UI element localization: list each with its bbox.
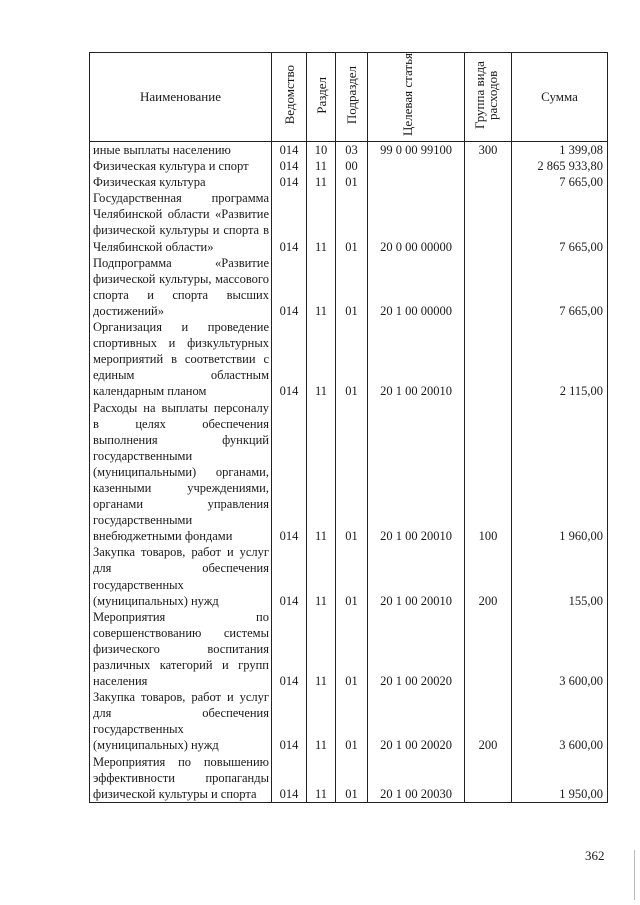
cell-sum: 155,00 [512, 544, 608, 608]
table-row [90, 609, 608, 689]
cell-sub: 01 [336, 400, 368, 545]
cell-sub: 01 [336, 174, 368, 190]
cell-name: Организация и проведение спортивных и физкультурных мероприятий в соответствии с единым областным календарным планом [90, 319, 272, 399]
table-row [90, 400, 608, 545]
table-header-row [90, 53, 608, 142]
table-row [90, 689, 608, 753]
cell-group: 200 [465, 544, 512, 608]
table-row [90, 142, 608, 159]
table-row [90, 544, 608, 608]
cell-target: 20 1 00 20020 [368, 609, 465, 689]
cell-target: 20 1 00 00000 [368, 255, 465, 319]
header-section: Раздел [307, 53, 336, 142]
cell-group [465, 158, 512, 174]
cell-dept: 014 [272, 142, 307, 159]
cell-sec: 11 [307, 158, 336, 174]
cell-dept: 014 [272, 255, 307, 319]
cell-target: 20 0 00 00000 [368, 190, 465, 254]
cell-sec: 11 [307, 255, 336, 319]
cell-sub: 01 [336, 689, 368, 753]
cell-dept: 014 [272, 319, 307, 399]
cell-dept: 014 [272, 400, 307, 545]
budget-table [89, 52, 608, 803]
cell-target: 20 1 00 20030 [368, 754, 465, 803]
cell-group [465, 174, 512, 190]
header-name: Наименование [90, 53, 272, 142]
cell-sec: 10 [307, 142, 336, 159]
cell-name: Закупка товаров, работ и услуг для обеспечения государственных (муниципальных) нужд [90, 689, 272, 753]
cell-dept: 014 [272, 689, 307, 753]
table-row [90, 174, 608, 190]
cell-sum: 1 960,00 [512, 400, 608, 545]
cell-sum: 7 665,00 [512, 255, 608, 319]
cell-sum: 2 865 933,80 [512, 158, 608, 174]
header-sum: Сумма [512, 53, 608, 142]
cell-name: Государственная программа Челябинской области «Развитие физической культуры и спорта в Челябинской области» [90, 190, 272, 254]
cell-sec: 11 [307, 544, 336, 608]
cell-sum: 7 665,00 [512, 174, 608, 190]
cell-name: иные выплаты населению [90, 142, 272, 159]
cell-sub: 01 [336, 190, 368, 254]
cell-sec: 11 [307, 190, 336, 254]
cell-sec: 11 [307, 174, 336, 190]
header-target: Целевая статья [368, 53, 465, 142]
page-number: 362 [585, 848, 605, 863]
cell-sum: 3 600,00 [512, 689, 608, 753]
cell-group [465, 754, 512, 803]
cell-sum: 1 399,08 [512, 142, 608, 159]
cell-group: 200 [465, 689, 512, 753]
cell-dept: 014 [272, 544, 307, 608]
cell-name: Подпрограмма «Развитие физической культуры, массового спорта и спорта высших достижений» [90, 255, 272, 319]
cell-sub: 01 [336, 754, 368, 803]
cell-name: Расходы на выплаты персоналу в целях обеспечения выполнения функций государственными (муниципальными) органами, казенными учреждениями, органами управления государственными внебюджетными фондами [90, 400, 272, 545]
cell-name: Мероприятия по совершенствованию системы физического воспитания различных категорий и групп населения [90, 609, 272, 689]
cell-name: Закупка товаров, работ и услуг для обеспечения государственных (муниципальных) нужд [90, 544, 272, 608]
cell-sec: 11 [307, 754, 336, 803]
cell-sub: 03 [336, 142, 368, 159]
cell-target: 20 1 00 20020 [368, 689, 465, 753]
cell-sum: 7 665,00 [512, 190, 608, 254]
cell-sub: 01 [336, 609, 368, 689]
cell-sec: 11 [307, 609, 336, 689]
table-row [90, 158, 608, 174]
cell-sum: 2 115,00 [512, 319, 608, 399]
table-row [90, 190, 608, 254]
cell-name: Физическая культура [90, 174, 272, 190]
table-row [90, 319, 608, 399]
cell-sum: 3 600,00 [512, 609, 608, 689]
cell-sub: 01 [336, 255, 368, 319]
cell-sum: 1 950,00 [512, 754, 608, 803]
table-row [90, 255, 608, 319]
cell-name: Физическая культура и спорт [90, 158, 272, 174]
cell-name: Мероприятия по повышению эффективности пропаганды физической культуры и спорта [90, 754, 272, 803]
cell-sec: 11 [307, 689, 336, 753]
cell-group [465, 190, 512, 254]
header-group: Группа вида расходов [465, 53, 512, 142]
cell-sec: 11 [307, 319, 336, 399]
cell-dept: 014 [272, 174, 307, 190]
cell-dept: 014 [272, 158, 307, 174]
cell-target: 99 0 00 99100 [368, 142, 465, 159]
cell-group [465, 609, 512, 689]
cell-target: 20 1 00 20010 [368, 400, 465, 545]
cell-target [368, 174, 465, 190]
cell-group [465, 255, 512, 319]
cell-sub: 00 [336, 158, 368, 174]
cell-group [465, 319, 512, 399]
cell-dept: 014 [272, 190, 307, 254]
scan-edge-line [634, 850, 635, 900]
cell-dept: 014 [272, 754, 307, 803]
cell-dept: 014 [272, 609, 307, 689]
cell-sub: 01 [336, 319, 368, 399]
cell-target: 20 1 00 20010 [368, 319, 465, 399]
cell-sub: 01 [336, 544, 368, 608]
cell-sec: 11 [307, 400, 336, 545]
header-dept: Ведомство [272, 53, 307, 142]
cell-target [368, 158, 465, 174]
cell-group: 300 [465, 142, 512, 159]
cell-target: 20 1 00 20010 [368, 544, 465, 608]
cell-group: 100 [465, 400, 512, 545]
header-subsection: Подраздел [336, 53, 368, 142]
table-row [90, 754, 608, 803]
